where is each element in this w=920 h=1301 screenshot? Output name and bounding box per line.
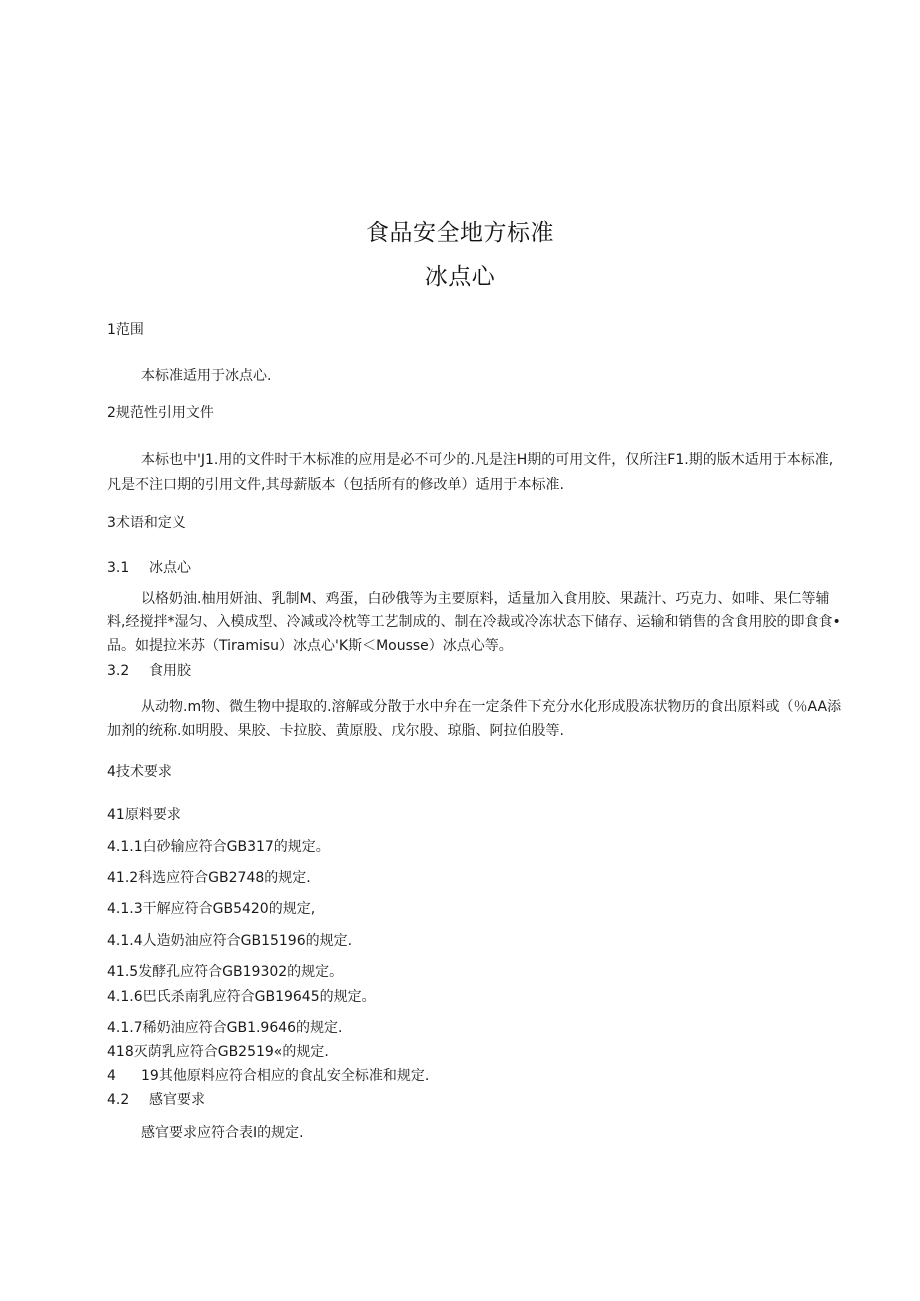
section-4-heading: 4技术要求	[107, 764, 172, 780]
section-2-body-line2: 凡是不注口期的引用文件,其母薪版本（包括所有的修改单）适用于本标准.	[107, 477, 564, 493]
list-item: 41.2科选应符合GB2748的规定.	[107, 870, 311, 886]
section-3-1-term: 冰点心	[149, 560, 191, 576]
section-3-heading: 3术语和定义	[107, 515, 186, 531]
list-item-number: 4	[107, 1068, 116, 1084]
list-item: 4.1.7稀奶油应符合GB1.9646的规定.	[107, 1020, 343, 1036]
section-1-heading: 1范围	[107, 322, 144, 338]
document-title: 食品安全地方标准	[366, 220, 554, 246]
section-3-1-body-line2: 料,经搅拌*湿匀、入模成型、冷减或冷枕等工艺制成的、制在冷裁或冷冻状态下储存、运输和销售的含食用胶的即食食•	[107, 614, 841, 630]
section-3-1-number: 3.1	[107, 560, 130, 576]
document-subtitle: 冰点心	[424, 264, 496, 290]
list-item	[107, 1067, 429, 1085]
list-item: 4.1.3干解应符合GB5420的规定,	[107, 901, 316, 917]
section-3-1-heading	[107, 559, 191, 577]
list-item: 4.1.6巴氏杀南乳应符合GB19645的规定。	[107, 989, 376, 1005]
section-3-1-body-line1: 以格奶油.柚用妍油、乳制M、鸡蛋，白砂俄等为主要原料，适量加入食用胶、果蔬汁、巧克力、如啡、果仁等辅	[141, 591, 830, 607]
section-1-body: 本标准适用于冰点心.	[141, 368, 272, 384]
section-3-2-body-line1: 从动物.m物、微生物中提取的.溶解或分散于水中弁在一定条件下充分水化形成股冻状物历的食出原料或（％AA添	[141, 699, 842, 715]
section-3-2-heading	[107, 662, 191, 680]
section-3-2-term: 食用胶	[149, 663, 191, 679]
section-4-2-body: 感官要求应符合表I的规定.	[141, 1125, 304, 1141]
list-item: 4.1.1白砂输应符合GB317的规定。	[107, 839, 330, 855]
section-4-2-number: 4.2	[107, 1092, 130, 1108]
list-item: 418灭荫乳应符合GB2519«的规定.	[107, 1044, 329, 1060]
section-4-1-heading: 41原料要求	[107, 807, 181, 823]
section-2-heading: 2规范性引用文件	[107, 405, 214, 421]
section-4-2-heading	[107, 1091, 205, 1109]
section-4-2-term: 感官要求	[149, 1092, 205, 1108]
section-3-1-body-line3: 品。如提拉米苏（Tiramisu）冰点心'K斯＜Mousse）冰点心等。	[107, 638, 513, 654]
list-item: 4.1.4人造奶油应符合GB15196的规定.	[107, 933, 353, 949]
list-item: 41.5发酵孔应符合GB19302的规定。	[107, 964, 344, 980]
section-3-2-body-line2: 加剂的统称.如明股、果胶、卡拉胶、黄原股、戊尔股、琼脂、阿拉伯股等.	[107, 723, 564, 739]
section-2-body-line1: 本标也中'J1.用的文件时干木标准的应用是必不可少的.凡是注H期的可用文件，仅所注F1.期的版木适用于本标准,	[141, 452, 834, 468]
list-item-text: 19其他原料应符合相应的食乩安全标准和规定.	[141, 1068, 430, 1084]
section-3-2-number: 3.2	[107, 663, 130, 679]
